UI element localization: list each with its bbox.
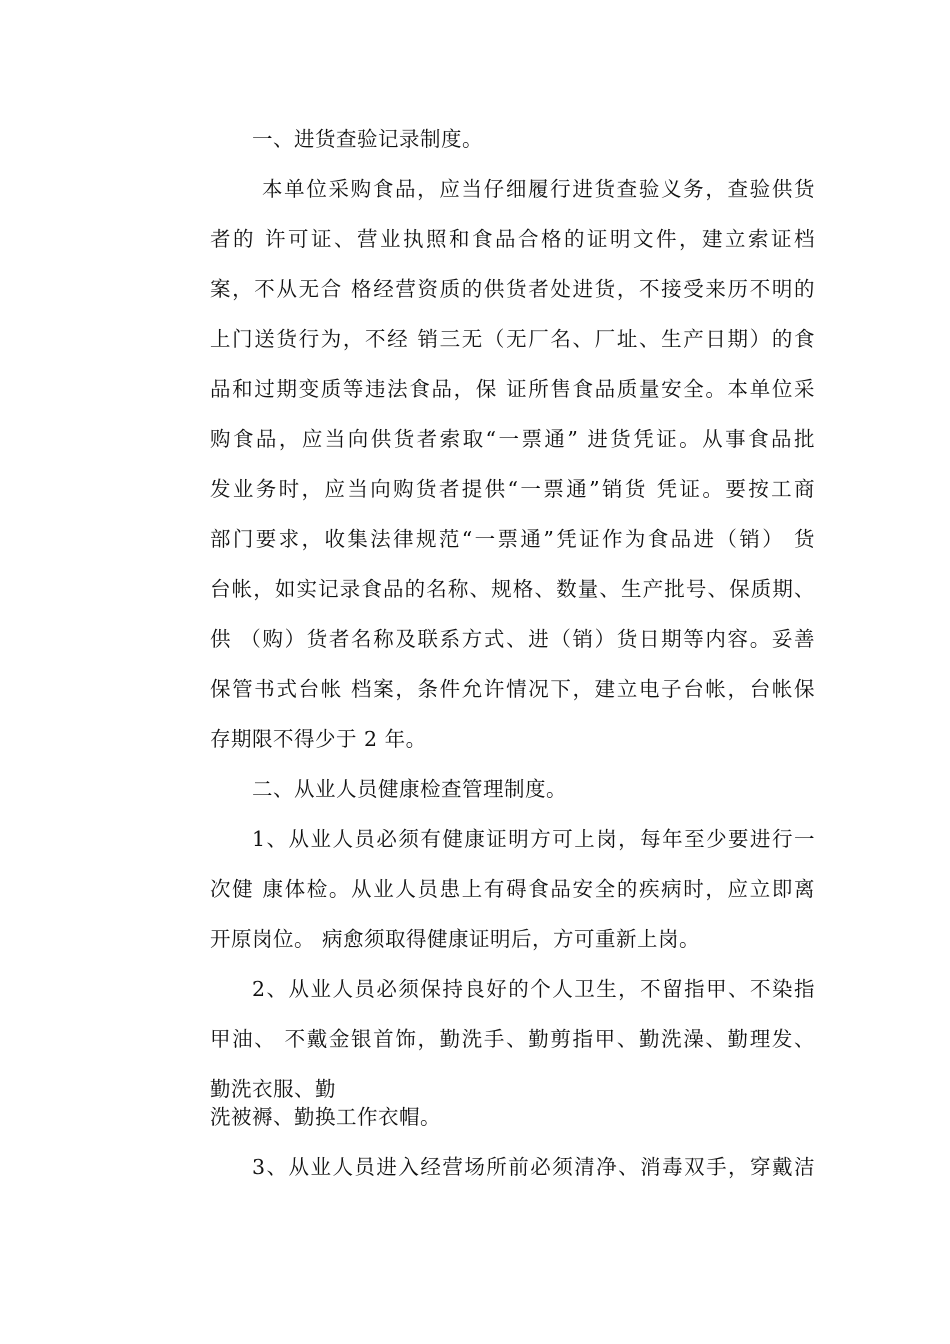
paragraph-line: 上门送货行为，不经 销三无（无厂名、厂址、生产日期）的食 xyxy=(210,327,815,351)
paragraph-line: 发业务时，应当向购货者提供“一票通”销货 凭证。要按工商 xyxy=(210,477,815,501)
paragraph-line: 次健 康体检。从业人员患上有碍食品安全的疾病时，应立即离 xyxy=(210,877,815,901)
paragraph-line: 开原岗位。 病愈须取得健康证明后，方可重新上岗。 xyxy=(210,927,701,951)
heading-section-1: 一、进货查验记录制度。 xyxy=(252,127,483,151)
paragraph-line: 存期限不得少于 2 年。 xyxy=(210,727,427,751)
paragraph-line: 台帐，如实记录食品的名称、规格、数量、生产批号、保质期、 xyxy=(210,577,815,601)
paragraph-line: 2、从业人员必须保持良好的个人卫生，不留指甲、不染指 xyxy=(252,977,815,1001)
heading-section-2: 二、从业人员健康检查管理制度。 xyxy=(252,777,567,801)
paragraph-line: 保管书式台帐 档案，条件允许情况下，建立电子台帐，台帐保 xyxy=(210,677,815,701)
paragraph-line: 3、从业人员进入经营场所前必须清净、消毒双手，穿戴洁 xyxy=(252,1155,815,1179)
paragraph-line: 品和过期变质等违法食品，保 证所售食品质量安全。本单位采 xyxy=(210,377,815,401)
paragraph-line: 洗被褥、勤换工作衣帽。 xyxy=(210,1105,441,1129)
paragraph-line: 本单位采购食品，应当仔细履行进货查验义务，查验供货 xyxy=(262,177,815,201)
paragraph-line: 1、从业人员必须有健康证明方可上岗，每年至少要进行一 xyxy=(252,827,815,851)
paragraph-line: 案，不从无合 格经营资质的供货者处进货，不接受来历不明的 xyxy=(210,277,815,301)
paragraph-line: 购食品，应当向供货者索取“一票通” 进货凭证。从事食品批 xyxy=(210,427,815,451)
paragraph-line: 部门要求，收集法律规范“一票通”凭证作为食品进（销） 货 xyxy=(210,527,815,551)
paragraph-line: 勤洗衣服、勤 xyxy=(210,1077,336,1101)
paragraph-line: 者的 许可证、营业执照和食品合格的证明文件，建立索证档 xyxy=(210,227,815,251)
paragraph-line: 甲油、 不戴金银首饰，勤洗手、勤剪指甲、勤洗澡、勤理发、 xyxy=(210,1027,815,1051)
paragraph-line: 供 （购）货者名称及联系方式、进（销）货日期等内容。妥善 xyxy=(210,627,815,651)
